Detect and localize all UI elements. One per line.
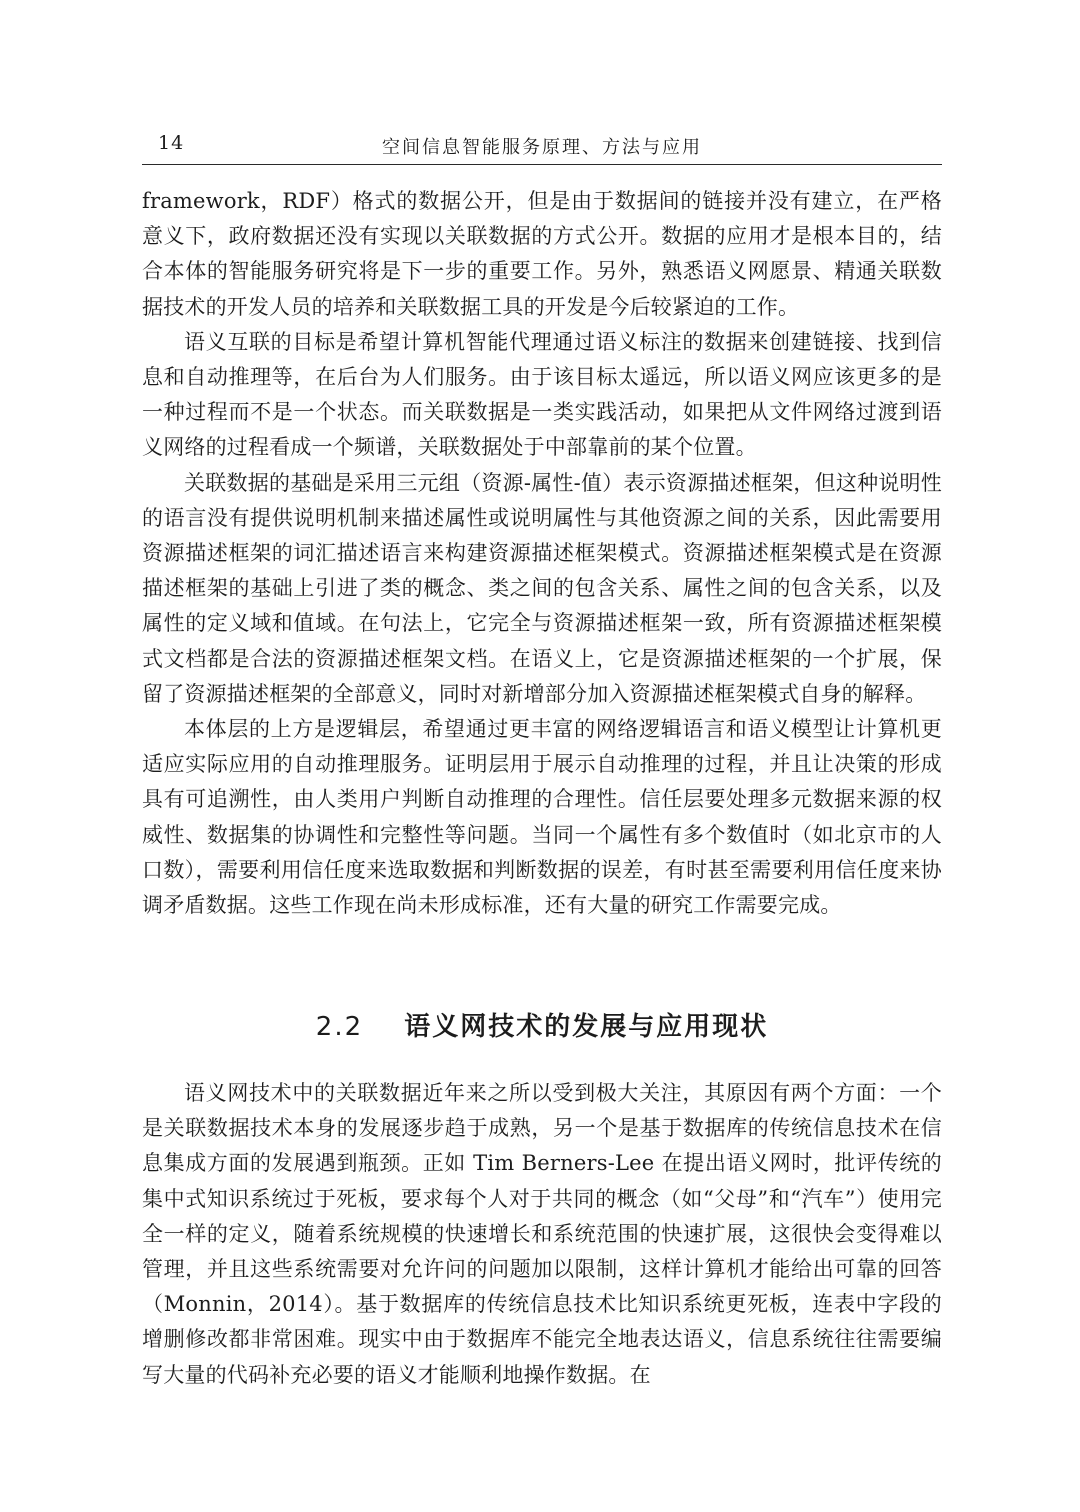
paragraph: 语义网技术中的关联数据近年来之所以受到极大关注，其原因有两个方面：一个是关联数据技术本身的发展逐步趋于成熟，另一个是基于数据库的传统信息技术在信息集成方面的发展遇到瓶颈。正如 Tim Berners-Lee 在提出语义网时，批评传统的集中式知识系统过于死板，要求每个人对于共同的概念（如“父母”和“汽车”）使用完全一样的定义，随着系统规模的快速增长和系统范围的快速扩展，这很快会变得难以管理，并且这些系统需要对允许问的问题加以限制，这样计算机才能给出可靠的回答（Monnin，2014）。基于数据库的传统信息技术比知识系统更死板，连表中字段的增删修改都非常困难。现实中由于数据库不能完全地表达语义，信息系统往往需要编写大量的代码补充必要的语义才能顺利地操作数据。在 [142, 1081, 942, 1387]
body-text [142, 184, 942, 923]
page-number: 14 [158, 132, 185, 154]
paragraph-continued: framework，RDF）格式的数据公开，但是由于数据间的链接并没有建立，在严格意义下，政府数据还没有实现以关联数据的方式公开。数据的应用才是根本目的，结合本体的智能服务研究将是下一步的重要工作。另外，熟悉语义网愿景、精通关联数据技术的开发人员的培养和关联数据工具的开发是今后较紧迫的工作。 [142, 189, 942, 319]
section-number: 2.2 [315, 1012, 364, 1042]
section-body-text [142, 1076, 942, 1393]
paragraph: 语义互联的目标是希望计算机智能代理通过语义标注的数据来创建链接、找到信息和自动推理等，在后台为人们服务。由于该目标太遥远，所以语义网应该更多的是一种过程而不是一个状态。而关联数据是一类实践活动，如果把从文件网络过渡到语义网络的过程看成一个频谱，关联数据处于中部靠前的某个位置。 [142, 329, 942, 460]
section-title: 语义网技术的发展与应用现状 [404, 1012, 769, 1042]
running-title: 空间信息智能服务原理、方法与应用 [382, 137, 702, 158]
section-heading [142, 1006, 942, 1043]
running-head [142, 128, 942, 165]
paragraph: 关联数据的基础是采用三元组（资源-属性-值）表示资源描述框架，但这种说明性的语言没有提供说明机制来描述属性或说明属性与其他资源之间的关系，因此需要用资源描述框架的词汇描述语言来构建资源描述框架模式。资源描述框架模式是在资源描述框架的基础上引进了类的概念、类之间的包含关系、属性之间的包含关系，以及属性的定义域和值域。在句法上，它完全与资源描述框架一致，所有资源描述框架模式文档都是合法的资源描述框架文档。在语义上，它是资源描述框架的一个扩展，保留了资源描述框架的全部意义，同时对新增部分加入资源描述框架模式自身的解释。 [142, 470, 942, 706]
paragraph: 本体层的上方是逻辑层，希望通过更丰富的网络逻辑语言和语义模型让计算机更适应实际应用的自动推理服务。证明层用于展示自动推理的过程，并且让决策的形成具有可追溯性，由人类用户判断自动推理的合理性。信任层要处理多元数据来源的权威性、数据集的协调性和完整性等问题。当同一个属性有多个数值时（如北京市的人口数），需要利用信任度来选取数据和判断数据的误差，有时甚至需要利用信任度来协调矛盾数据。这些工作现在尚未形成标准，还有大量的研究工作需要完成。 [142, 717, 942, 918]
